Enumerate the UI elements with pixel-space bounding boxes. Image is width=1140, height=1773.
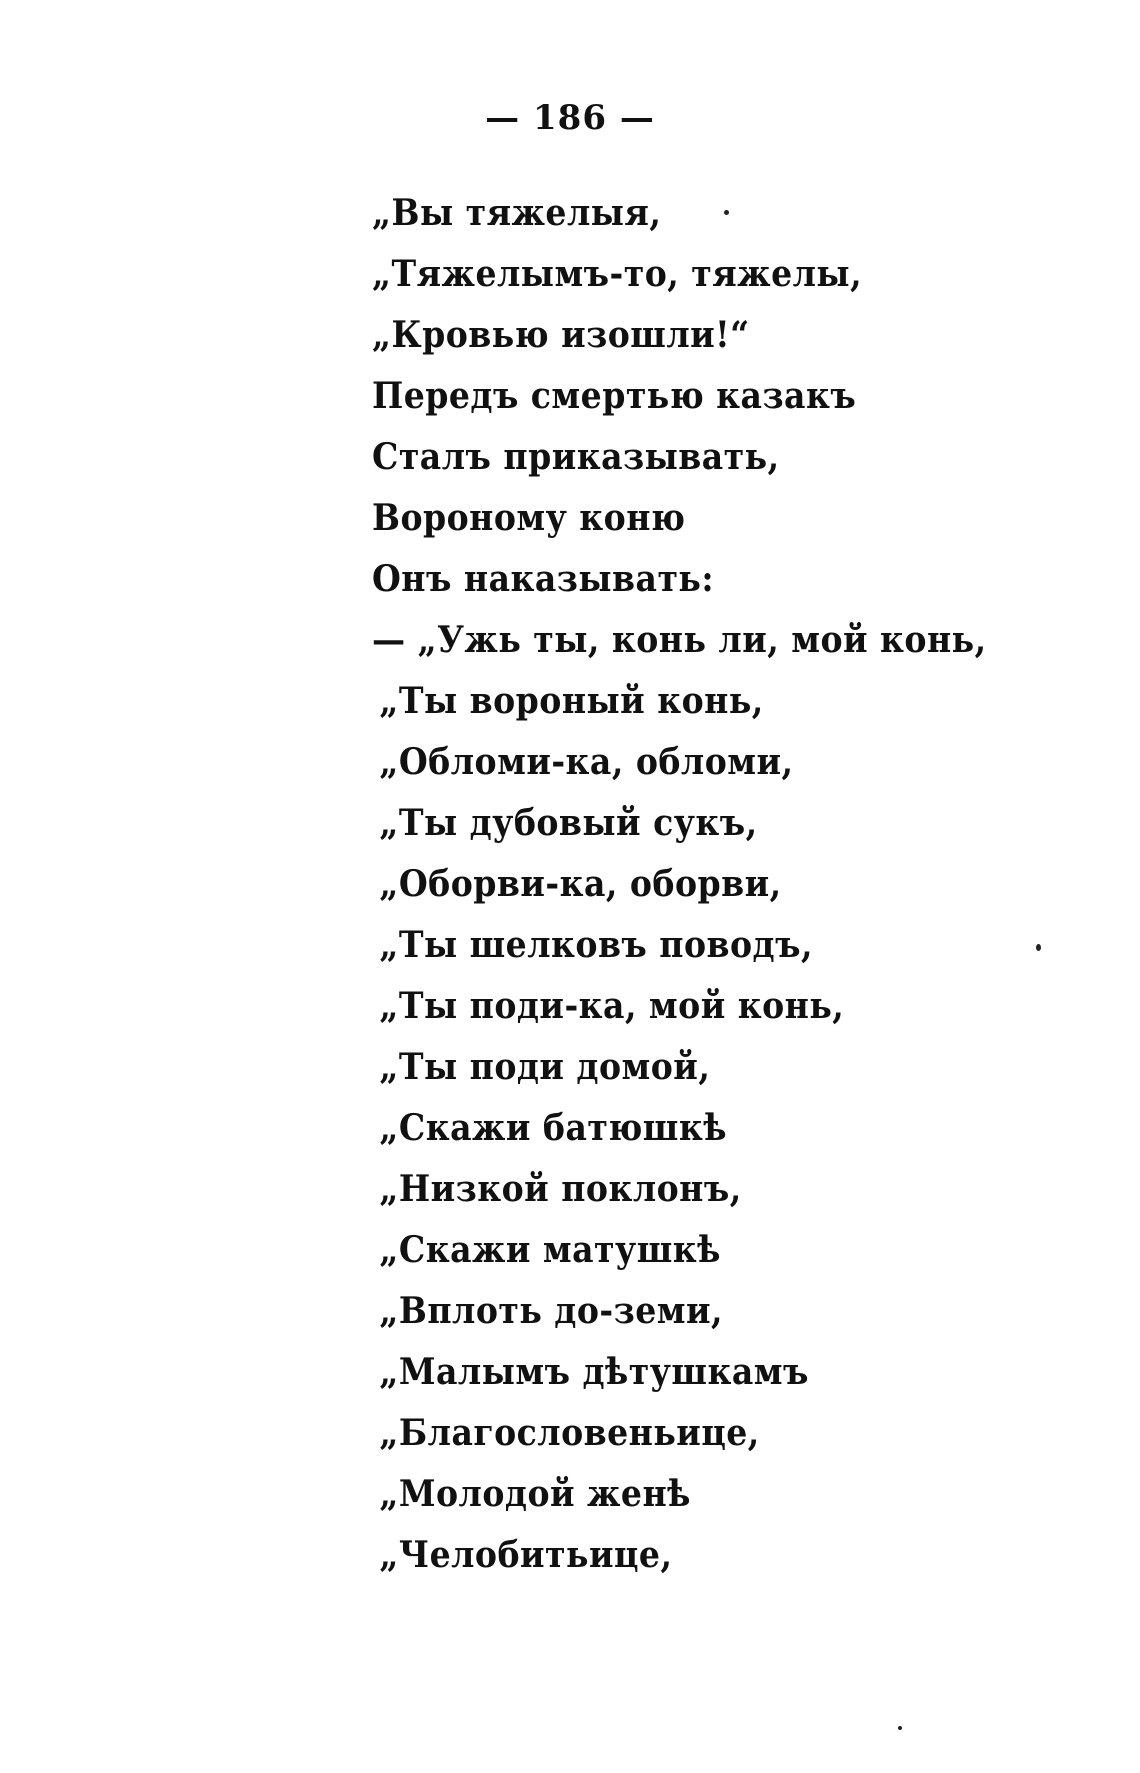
- poem-line: „Молодой женѣ: [379, 1473, 691, 1515]
- poem-line: „Низкой поклонъ,: [379, 1168, 742, 1210]
- poem-line: „Вы тяжелыя,: [372, 192, 662, 234]
- poem-line: „Ты вороный конь,: [379, 680, 764, 722]
- poem-line: Вороному коню: [372, 497, 686, 539]
- poem-line: Онъ наказывать:: [372, 558, 715, 600]
- poem-line: „Скажи матушкѣ: [379, 1229, 721, 1271]
- print-speck: [898, 1726, 902, 1730]
- poem-line: „Малымъ дѣтушкамъ: [379, 1351, 809, 1393]
- poem-line: „Ты поди-ка, мой конь,: [379, 985, 845, 1027]
- poem-line: „Оборви-ка, оборви,: [379, 863, 782, 905]
- poem-line: „Тяжелымъ-то, тяжелы,: [372, 253, 863, 295]
- poem-text: [372, 183, 1040, 1586]
- print-speck: [724, 210, 729, 215]
- poem-line: „Скажи батюшкѣ: [379, 1107, 727, 1149]
- poem-line: „Челобитьице,: [379, 1534, 673, 1576]
- poem-line: „Обломи-ка, обломи,: [379, 741, 794, 783]
- poem-line: „Ты шелковъ поводъ,: [379, 924, 813, 966]
- print-speck: [1036, 944, 1041, 951]
- poem-line: „Ты дубовый сукъ,: [379, 802, 758, 844]
- poem-line: „Кровью изошли!“: [372, 314, 750, 356]
- poem-line: — „Ужь ты, конь ли, мой конь,: [372, 619, 987, 661]
- poem-line: „Благословеньице,: [379, 1412, 760, 1454]
- poem-line: „Ты поди домой,: [379, 1046, 711, 1088]
- poem-line: Передъ смертью казакъ: [372, 375, 857, 417]
- poem-line: „Вплоть до-земи,: [379, 1290, 723, 1332]
- page-number: — 186 —: [485, 98, 655, 138]
- poem-line: Сталъ приказывать,: [372, 436, 780, 478]
